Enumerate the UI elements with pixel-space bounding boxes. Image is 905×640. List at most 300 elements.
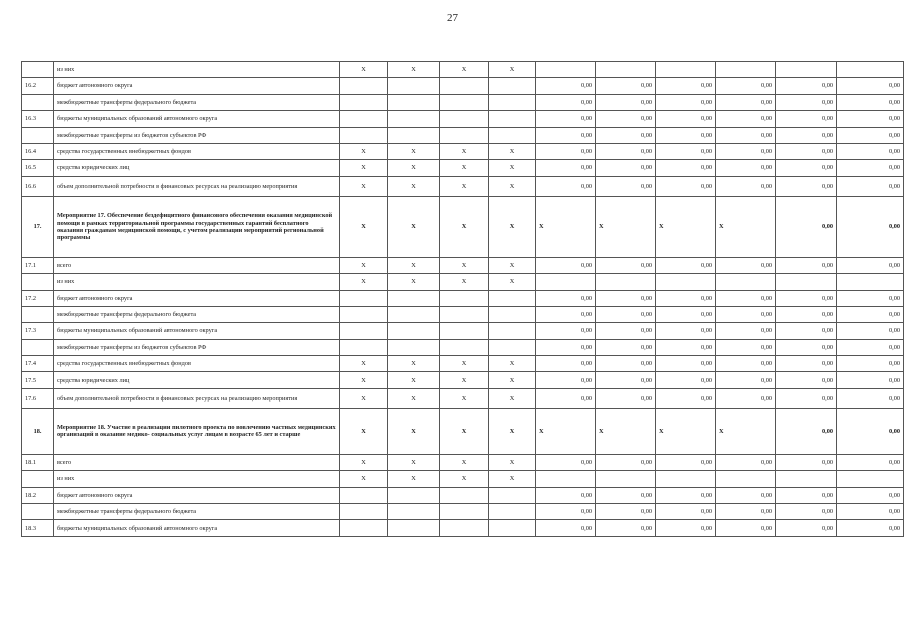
cell: 0,00	[837, 176, 904, 196]
cell: 0,00	[656, 487, 716, 503]
row-number: 17.6	[22, 388, 54, 408]
row-number: 16.4	[22, 143, 54, 159]
row-number: 17.1	[22, 257, 54, 273]
row-description: межбюджетные трансферты из бюджетов субъектов РФ	[54, 127, 340, 143]
row-description: межбюджетные трансферты федерального бюджета	[54, 504, 340, 520]
cell: X	[440, 274, 489, 290]
cell	[489, 323, 536, 339]
cell: 0,00	[536, 388, 596, 408]
row-number	[22, 504, 54, 520]
cell	[837, 274, 904, 290]
cell: X	[388, 274, 440, 290]
cell	[440, 487, 489, 503]
cell	[388, 290, 440, 306]
row-description: средства государственных внебюджетных фондов	[54, 356, 340, 372]
cell	[489, 520, 536, 536]
cell: 0,00	[656, 290, 716, 306]
cell: 0,00	[776, 520, 837, 536]
cell: 0,00	[656, 504, 716, 520]
table-row	[22, 160, 904, 176]
cell: X	[440, 408, 489, 454]
cell	[440, 520, 489, 536]
cell	[489, 78, 536, 94]
cell	[440, 306, 489, 322]
cell: X	[489, 257, 536, 273]
row-number: 18.3	[22, 520, 54, 536]
cell: 0,00	[596, 111, 656, 127]
cell	[489, 290, 536, 306]
cell: X	[440, 176, 489, 196]
cell: X	[440, 143, 489, 159]
cell: X	[340, 372, 388, 388]
row-number: 17.3	[22, 323, 54, 339]
cell: 0,00	[837, 388, 904, 408]
row-number: 16.5	[22, 160, 54, 176]
cell	[388, 520, 440, 536]
cell: 0,00	[716, 306, 776, 322]
cell	[440, 323, 489, 339]
row-number	[22, 339, 54, 355]
cell: X	[440, 356, 489, 372]
cell	[340, 78, 388, 94]
cell: 0,00	[837, 408, 904, 454]
cell	[776, 62, 837, 78]
cell	[716, 62, 776, 78]
cell: 0,00	[656, 143, 716, 159]
cell: 0,00	[776, 356, 837, 372]
cell: 0,00	[536, 160, 596, 176]
row-description: средства юридических лиц	[54, 160, 340, 176]
table-row	[22, 520, 904, 536]
cell: X	[388, 372, 440, 388]
cell: 0,00	[596, 127, 656, 143]
cell	[489, 127, 536, 143]
cell	[596, 62, 656, 78]
cell: X	[489, 388, 536, 408]
cell: 0,00	[656, 160, 716, 176]
cell: 0,00	[776, 306, 837, 322]
cell	[440, 78, 489, 94]
row-number	[22, 471, 54, 487]
cell: 0,00	[536, 176, 596, 196]
cell: 0,00	[716, 323, 776, 339]
cell: 0,00	[656, 520, 716, 536]
cell	[656, 62, 716, 78]
row-number	[22, 306, 54, 322]
cell: 0,00	[837, 160, 904, 176]
row-description: из них	[54, 62, 340, 78]
cell: 0,00	[837, 454, 904, 470]
cell: X	[440, 388, 489, 408]
cell: X	[340, 143, 388, 159]
cell	[388, 504, 440, 520]
cell: X	[489, 408, 536, 454]
cell: 0,00	[716, 78, 776, 94]
cell: 0,00	[776, 290, 837, 306]
cell: 0,00	[776, 94, 837, 110]
row-description: средства государственных внебюджетных фондов	[54, 143, 340, 159]
cell: 0,00	[656, 306, 716, 322]
cell: X	[388, 196, 440, 257]
cell: X	[340, 356, 388, 372]
cell: 0,00	[837, 372, 904, 388]
table-row	[22, 62, 904, 78]
cell: 0,00	[776, 454, 837, 470]
cell: 0,00	[716, 290, 776, 306]
cell: 0,00	[776, 504, 837, 520]
row-description: бюджет автономного округа	[54, 78, 340, 94]
cell: 0,00	[837, 306, 904, 322]
cell: X	[388, 143, 440, 159]
page-number: 27	[447, 12, 458, 24]
cell: 0,00	[716, 520, 776, 536]
cell	[716, 274, 776, 290]
cell: 0,00	[776, 388, 837, 408]
cell: 0,00	[776, 196, 837, 257]
cell: 0,00	[656, 388, 716, 408]
table-row	[22, 454, 904, 470]
cell: X	[340, 408, 388, 454]
cell: X	[596, 408, 656, 454]
cell: 0,00	[776, 408, 837, 454]
cell	[340, 111, 388, 127]
row-number: 18.	[22, 408, 54, 454]
cell: 0,00	[716, 176, 776, 196]
cell	[388, 339, 440, 355]
cell	[489, 504, 536, 520]
cell: 0,00	[536, 487, 596, 503]
cell: X	[716, 196, 776, 257]
cell: X	[388, 471, 440, 487]
row-number: 18.1	[22, 454, 54, 470]
cell	[340, 504, 388, 520]
cell: 0,00	[776, 160, 837, 176]
cell: X	[536, 408, 596, 454]
row-description: межбюджетные трансферты федерального бюджета	[54, 306, 340, 322]
row-description: бюджеты муниципальных образований автономного округа	[54, 520, 340, 536]
cell	[489, 339, 536, 355]
row-number	[22, 274, 54, 290]
cell: 0,00	[596, 143, 656, 159]
cell: X	[489, 372, 536, 388]
table-row	[22, 78, 904, 94]
cell	[776, 274, 837, 290]
cell: 0,00	[837, 111, 904, 127]
cell: 0,00	[716, 372, 776, 388]
cell: 0,00	[837, 196, 904, 257]
cell: 0,00	[656, 257, 716, 273]
table-row	[22, 257, 904, 273]
cell: 0,00	[656, 454, 716, 470]
cell: X	[489, 176, 536, 196]
cell: X	[340, 160, 388, 176]
cell: 0,00	[536, 339, 596, 355]
cell: 0,00	[596, 94, 656, 110]
cell: 0,00	[656, 356, 716, 372]
cell	[388, 127, 440, 143]
cell: 0,00	[776, 78, 837, 94]
cell: 0,00	[596, 520, 656, 536]
cell: 0,00	[536, 127, 596, 143]
cell: 0,00	[656, 372, 716, 388]
cell: X	[440, 454, 489, 470]
table-row	[22, 176, 904, 196]
cell: X	[388, 356, 440, 372]
row-description: из них	[54, 471, 340, 487]
cell: 0,00	[536, 78, 596, 94]
cell: 0,00	[837, 257, 904, 273]
cell: 0,00	[837, 323, 904, 339]
row-description: бюджет автономного округа	[54, 290, 340, 306]
table-row	[22, 196, 904, 257]
cell: X	[340, 471, 388, 487]
cell: X	[340, 257, 388, 273]
cell: 0,00	[596, 504, 656, 520]
cell: 0,00	[596, 290, 656, 306]
cell	[776, 471, 837, 487]
cell: 0,00	[837, 78, 904, 94]
cell: 0,00	[536, 372, 596, 388]
cell: 0,00	[596, 339, 656, 355]
cell: X	[440, 471, 489, 487]
cell: 0,00	[716, 257, 776, 273]
cell: 0,00	[596, 454, 656, 470]
cell	[536, 471, 596, 487]
row-number: 16.3	[22, 111, 54, 127]
cell: 0,00	[536, 504, 596, 520]
cell: X	[340, 62, 388, 78]
cell: X	[340, 388, 388, 408]
cell: X	[489, 471, 536, 487]
row-description: Мероприятие 17. Обеспечение бездефицитного финансового обеспечения оказания медицинской помощи в рамках территориальной программы государственных гарантий бесплатного оказания гражданам медицинской помощи, с учетом реализации мероприятий региональной программы	[54, 196, 340, 257]
cell: 0,00	[596, 160, 656, 176]
cell	[340, 487, 388, 503]
cell	[489, 487, 536, 503]
cell: X	[340, 274, 388, 290]
cell	[388, 111, 440, 127]
cell	[596, 274, 656, 290]
cell: 0,00	[536, 94, 596, 110]
table-row	[22, 372, 904, 388]
cell: 0,00	[716, 111, 776, 127]
cell: 0,00	[596, 372, 656, 388]
cell: 0,00	[776, 257, 837, 273]
cell: 0,00	[596, 487, 656, 503]
row-number: 17.4	[22, 356, 54, 372]
cell: 0,00	[716, 143, 776, 159]
cell: 0,00	[837, 94, 904, 110]
cell: X	[489, 454, 536, 470]
cell	[388, 323, 440, 339]
cell: X	[440, 160, 489, 176]
row-description: Мероприятие 18. Участие в реализации пилотного проекта по вовлечению частных медицинских организаций в оказание медико- социальных услуг лицам в возрасте 65 лет и старше	[54, 408, 340, 454]
cell	[837, 62, 904, 78]
cell: X	[440, 196, 489, 257]
table-row	[22, 127, 904, 143]
row-description: объем дополнительной потребности в финансовых ресурсах на реализацию мероприятия	[54, 388, 340, 408]
cell: 0,00	[536, 111, 596, 127]
cell: X	[388, 62, 440, 78]
cell	[837, 471, 904, 487]
cell: X	[388, 408, 440, 454]
cell	[388, 78, 440, 94]
cell: 0,00	[837, 339, 904, 355]
table-row	[22, 388, 904, 408]
table-row	[22, 306, 904, 322]
table-row	[22, 471, 904, 487]
cell	[388, 487, 440, 503]
row-number: 17.2	[22, 290, 54, 306]
cell: 0,00	[837, 504, 904, 520]
table-row	[22, 274, 904, 290]
cell: 0,00	[596, 176, 656, 196]
row-description: бюджеты муниципальных образований автономного округа	[54, 323, 340, 339]
cell: 0,00	[536, 257, 596, 273]
cell: 0,00	[716, 127, 776, 143]
row-description: средства юридических лиц	[54, 372, 340, 388]
table-row	[22, 356, 904, 372]
cell	[656, 274, 716, 290]
cell: X	[656, 196, 716, 257]
cell	[340, 94, 388, 110]
table-row	[22, 323, 904, 339]
cell: X	[656, 408, 716, 454]
table-row	[22, 94, 904, 110]
table-row	[22, 408, 904, 454]
cell: 0,00	[837, 290, 904, 306]
cell	[536, 274, 596, 290]
cell: X	[388, 176, 440, 196]
cell: 0,00	[776, 111, 837, 127]
cell: 0,00	[596, 388, 656, 408]
cell: 0,00	[656, 339, 716, 355]
row-number	[22, 94, 54, 110]
cell: 0,00	[536, 306, 596, 322]
cell: 0,00	[656, 111, 716, 127]
cell	[388, 94, 440, 110]
cell: 0,00	[837, 143, 904, 159]
cell: X	[489, 160, 536, 176]
cell	[656, 471, 716, 487]
cell: 0,00	[656, 94, 716, 110]
cell: 0,00	[776, 487, 837, 503]
table-row	[22, 111, 904, 127]
cell	[596, 471, 656, 487]
cell: 0,00	[596, 356, 656, 372]
budget-table	[21, 61, 904, 537]
row-description: межбюджетные трансферты федерального бюджета	[54, 94, 340, 110]
row-number	[22, 62, 54, 78]
cell	[340, 323, 388, 339]
cell	[388, 306, 440, 322]
cell	[440, 111, 489, 127]
cell: 0,00	[776, 323, 837, 339]
cell: 0,00	[536, 290, 596, 306]
cell: 0,00	[837, 487, 904, 503]
cell: 0,00	[716, 504, 776, 520]
table-row	[22, 290, 904, 306]
row-description: бюджеты муниципальных образований автономного округа	[54, 111, 340, 127]
table-row	[22, 504, 904, 520]
cell	[489, 94, 536, 110]
row-number: 16.6	[22, 176, 54, 196]
cell: 0,00	[596, 257, 656, 273]
cell	[716, 471, 776, 487]
cell	[440, 127, 489, 143]
cell: X	[388, 454, 440, 470]
row-number: 16.2	[22, 78, 54, 94]
cell: 0,00	[596, 323, 656, 339]
cell: 0,00	[656, 323, 716, 339]
cell: X	[388, 388, 440, 408]
cell: X	[440, 62, 489, 78]
row-description: межбюджетные трансферты из бюджетов субъектов РФ	[54, 339, 340, 355]
cell	[340, 520, 388, 536]
cell: X	[489, 62, 536, 78]
cell: 0,00	[536, 143, 596, 159]
cell: X	[596, 196, 656, 257]
cell: 0,00	[656, 78, 716, 94]
cell	[489, 306, 536, 322]
cell: X	[340, 176, 388, 196]
cell	[340, 339, 388, 355]
row-number: 18.2	[22, 487, 54, 503]
cell: 0,00	[656, 176, 716, 196]
cell	[340, 290, 388, 306]
cell: 0,00	[716, 487, 776, 503]
cell: X	[340, 454, 388, 470]
cell: X	[388, 257, 440, 273]
cell: X	[489, 274, 536, 290]
row-number: 17.	[22, 196, 54, 257]
row-description: всего	[54, 454, 340, 470]
cell: X	[340, 196, 388, 257]
cell: 0,00	[776, 143, 837, 159]
table-row	[22, 143, 904, 159]
cell	[440, 504, 489, 520]
cell: 0,00	[656, 127, 716, 143]
cell: 0,00	[837, 127, 904, 143]
cell: 0,00	[716, 339, 776, 355]
cell: 0,00	[716, 388, 776, 408]
cell	[489, 111, 536, 127]
cell	[440, 94, 489, 110]
cell: X	[489, 356, 536, 372]
cell: X	[489, 196, 536, 257]
cell: 0,00	[837, 356, 904, 372]
cell: X	[489, 143, 536, 159]
row-description: объем дополнительной потребности в финансовых ресурсах на реализацию мероприятия	[54, 176, 340, 196]
cell: 0,00	[596, 78, 656, 94]
row-description: всего	[54, 257, 340, 273]
cell	[440, 290, 489, 306]
row-number: 17.5	[22, 372, 54, 388]
cell: 0,00	[776, 127, 837, 143]
table-row	[22, 487, 904, 503]
cell: 0,00	[716, 454, 776, 470]
cell: 0,00	[536, 454, 596, 470]
table-row	[22, 339, 904, 355]
cell: X	[388, 160, 440, 176]
cell	[440, 339, 489, 355]
row-number	[22, 127, 54, 143]
cell: 0,00	[536, 356, 596, 372]
cell: 0,00	[716, 356, 776, 372]
cell: 0,00	[536, 323, 596, 339]
row-description: из них	[54, 274, 340, 290]
cell: 0,00	[536, 520, 596, 536]
cell: X	[536, 196, 596, 257]
